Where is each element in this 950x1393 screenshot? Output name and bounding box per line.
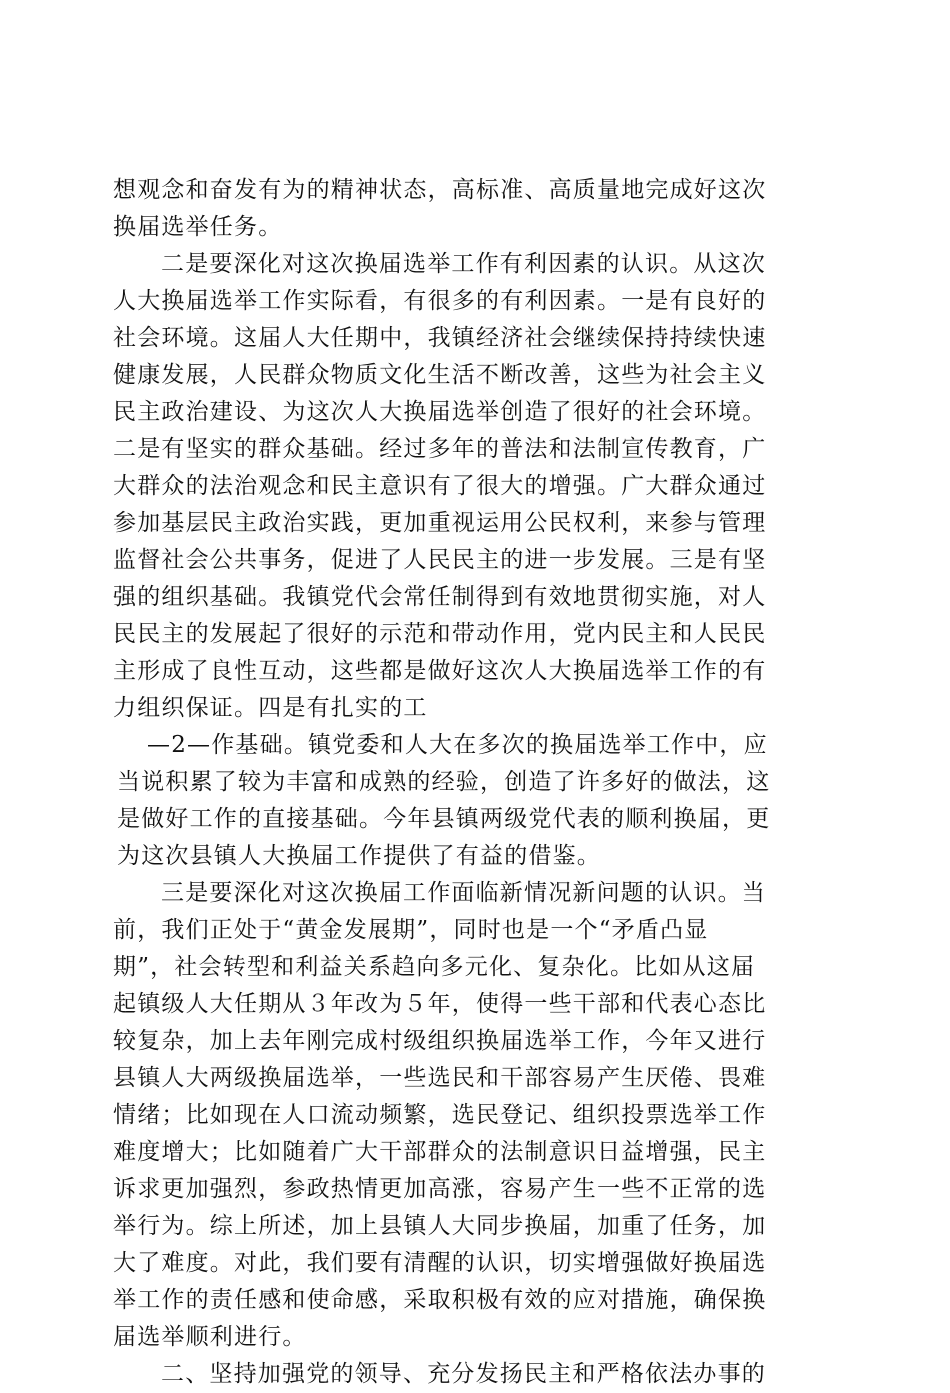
text-line: 举工作的责任感和使命感，采取积极有效的应对措施，确保换 [113,1287,767,1313]
text-line: 民主政治建设、为这次人大换届选举创造了很好的社会环境。 [113,399,767,425]
text-line: 为这次县镇人大换届工作提供了有益的借鉴。 [117,843,601,869]
text-line: 监督社会公共事务，促进了人民民主的进一步发展。三是有坚 [113,547,767,573]
text-line: 较复杂，加上去年刚完成村级组织换届选举工作，今年又进行 [113,1028,767,1054]
text-line: 民民主的发展起了很好的示范和带动作用，党内民主和人民民 [113,621,767,647]
text-line: 社会环境。这届人大任期中，我镇经济社会继续保持持续快速 [113,325,767,351]
text-line: 期”，社会转型和利益关系趋向多元化、复杂化。比如从这届 [113,954,756,980]
text-line: 县镇人大两级换届选举，一些选民和干部容易产生厌倦、畏难 [113,1065,767,1091]
text-line: 强的组织基础。我镇党代会常任制得到有效地贯彻实施，对人 [113,584,767,610]
text-line: 二是有坚实的群众基础。经过多年的普法和法制宣传教育，广 [113,436,767,462]
text-line: 想观念和奋发有为的精神状态，高标准、高质量地完成好这次 [113,177,767,203]
text-line: 是做好工作的直接基础。今年县镇两级党代表的顺利换届，更 [117,806,771,832]
text-line: 难度增大；比如随着广大干部群众的法制意识日益增强，民主 [113,1139,767,1165]
document-body [113,172,833,1393]
paragraph-start-line: 三是要深化对这次换届工作面临新情况新问题的认识。当 [161,880,766,906]
text-line: 诉求更加强烈，参政热情更加高涨，容易产生一些不正常的选 [113,1176,767,1202]
text-line: 主形成了良性互动，这些都是做好这次人大换届选举工作的有 [113,658,767,684]
text-line: 起镇级人大任期从３年改为５年，使得一些干部和代表心态比 [113,991,767,1017]
text-line: 情绪；比如现在人口流动频繁，选民登记、组织投票选举工作 [113,1102,767,1128]
page-number-line: —2—作基础。镇党委和人大在多次的换届选举工作中，应 [147,732,768,758]
text-line: 大了难度。对此，我们要有清醒的认识，切实增强做好换届选 [113,1250,767,1276]
text-line: 举行为。综上所述，加上县镇人大同步换届，加重了任务，加 [113,1213,767,1239]
paragraph-start-line: 二是要深化对这次换届选举工作有利因素的认识。从这次 [161,251,766,277]
text-line: 大群众的法治观念和民主意识有了很大的增强。广大群众通过 [113,473,767,499]
text-line: 当说积累了较为丰富和成熟的经验，创造了许多好的做法，这 [117,769,771,795]
text-line: 健康发展，人民群众物质文化生活不断改善，这些为社会主义 [113,362,767,388]
text-line: 力组织保证。四是有扎实的工 [113,695,428,721]
text-line: 人大换届选举工作实际看，有很多的有利因素。一是有良好的 [113,288,767,314]
text-line: 前，我们正处于“黄金发展期”，同时也是一个“矛盾凸显 [113,917,709,943]
text-line: 届选举顺利进行。 [113,1324,307,1350]
section-heading-line: 二、坚持加强党的领导、充分发扬民主和严格依法办事的 [161,1361,766,1387]
text-line: 参加基层民主政治实践，更加重视运用公民权利，来参与管理 [113,510,767,536]
text-line: 换届选举任务。 [113,214,283,240]
